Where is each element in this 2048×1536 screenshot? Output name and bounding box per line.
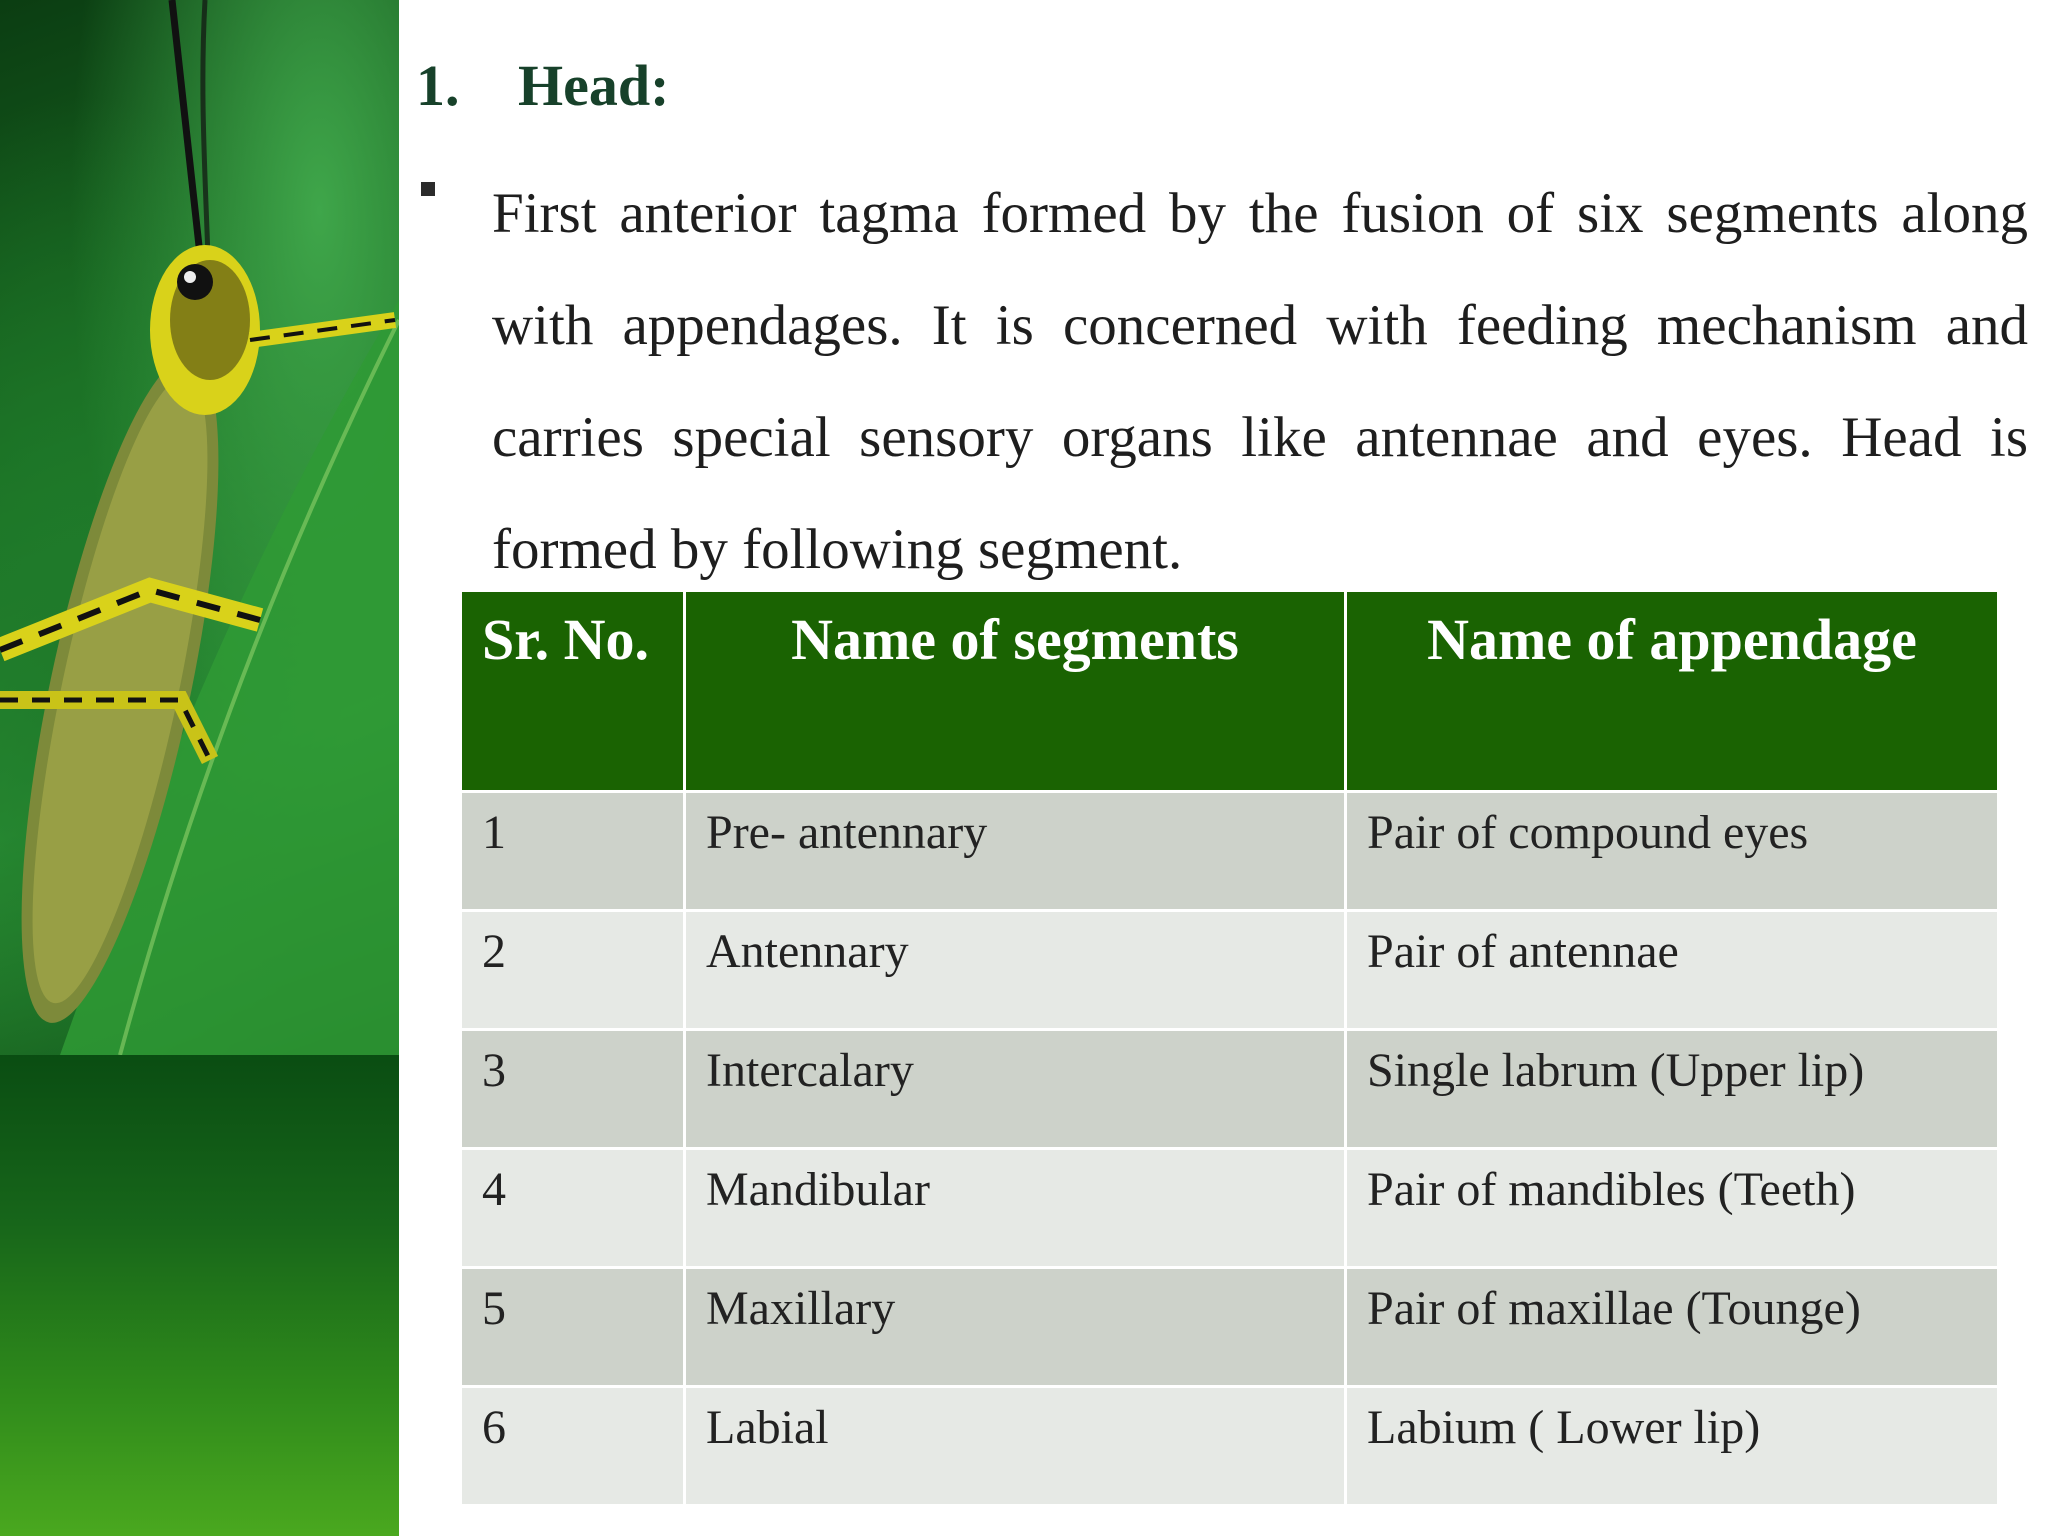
cell-segment: Antennary [685, 911, 1346, 1030]
table-row [461, 1030, 1999, 1149]
table-row [461, 1149, 1999, 1268]
heading-number: 1. [416, 53, 460, 118]
cell-appendage: Single labrum (Upper lip) [1346, 1030, 1999, 1149]
segments-table [459, 589, 2000, 1507]
side-decor-panel [0, 0, 399, 1536]
header-segment-name: Name of segments [685, 591, 1346, 792]
cell-appendage: Labium ( Lower lip) [1346, 1387, 1999, 1506]
square-bullet-icon [421, 182, 435, 196]
cell-segment: Intercalary [685, 1030, 1346, 1149]
cell-sr: 2 [461, 911, 685, 1030]
heading-title: Head: [518, 53, 670, 118]
cell-segment: Pre- antennary [685, 792, 1346, 911]
table-header-row [461, 591, 1999, 792]
header-sr-no: Sr. No. [461, 591, 685, 792]
cell-segment: Labial [685, 1387, 1346, 1506]
cell-sr: 6 [461, 1387, 685, 1506]
table-row [461, 911, 1999, 1030]
grasshopper-illustration [0, 0, 399, 1055]
table-row [461, 1268, 1999, 1387]
header-appendage-name: Name of appendage [1346, 591, 1999, 792]
side-gradient-block [0, 1055, 399, 1536]
cell-segment: Mandibular [685, 1149, 1346, 1268]
description-paragraph: First anterior tagma formed by the fusion of six segments along with appendages. It is concerned with feeding mechanism and carries special sensory organs like antennae and eyes. Head is formed by following segment. [492, 182, 2028, 581]
cell-sr: 4 [461, 1149, 685, 1268]
cell-sr: 1 [461, 792, 685, 911]
cell-appendage: Pair of mandibles (Teeth) [1346, 1149, 1999, 1268]
table-row [461, 1387, 1999, 1506]
section-heading [416, 52, 669, 119]
cell-segment: Maxillary [685, 1268, 1346, 1387]
cell-appendage: Pair of maxillae (Tounge) [1346, 1268, 1999, 1387]
table-row [461, 792, 1999, 911]
cell-sr: 3 [461, 1030, 685, 1149]
cell-sr: 5 [461, 1268, 685, 1387]
cell-appendage: Pair of antennae [1346, 911, 1999, 1030]
cell-appendage: Pair of compound eyes [1346, 792, 1999, 911]
grasshopper-photo [0, 0, 399, 1055]
